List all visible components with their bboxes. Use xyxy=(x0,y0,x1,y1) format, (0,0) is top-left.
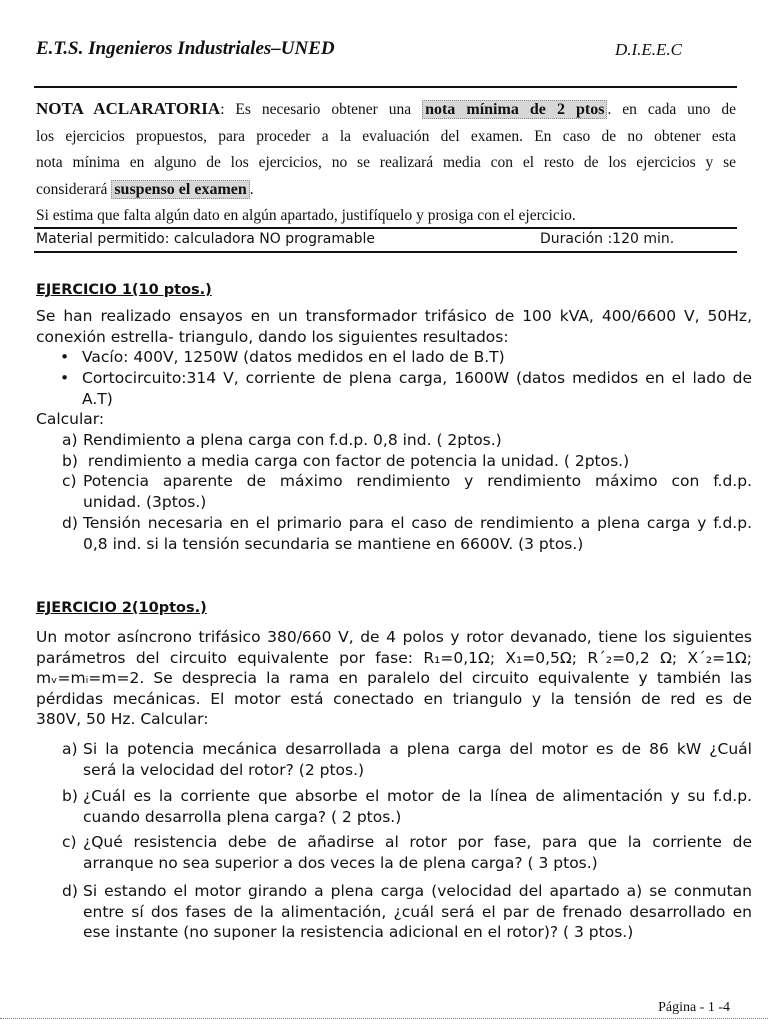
mid-rule xyxy=(34,227,737,229)
nota-label: NOTA ACLARATORIA xyxy=(36,99,221,118)
ejercicio-1-intro: Se han realizado ensayos en un transformador trifásico de 100 kVA, 400/6600 V, 50Hz, conexión estrella- triangulo, dando los siguientes resultados: xyxy=(36,307,752,346)
nota-line-2: los ejercicios propuestos, para proceder a la evaluación del examen. En caso de no obtener esta xyxy=(36,127,736,145)
nota-line-4: considerará suspenso el examen . xyxy=(36,180,254,198)
material-row xyxy=(36,231,736,247)
nota-line-3: nota mínima en alguno de los ejercicios, no se realizará media con el resto de los ejercicios y se xyxy=(36,154,736,171)
footer-dotted-line xyxy=(0,1018,768,1019)
nota-line-1: NOTA ACLARATORIA: Es necesario obtener una nota mínima de 2 ptos . en cada uno de xyxy=(36,99,737,118)
ejercicio-1-title: EJERCICIO 1(10 ptos.) xyxy=(36,282,212,298)
bottom-rule xyxy=(34,251,737,253)
page-header xyxy=(36,38,682,64)
page-number: Página - 1 -4 xyxy=(658,1000,730,1015)
highlight-suspenso: suspenso el examen xyxy=(111,180,249,199)
duracion: Duración :120 min. xyxy=(540,231,675,247)
highlight-nota-minima: nota mínima de 2 ptos xyxy=(422,100,607,119)
bullet-icon: • xyxy=(60,369,70,387)
bullet-icon: • xyxy=(60,348,70,366)
top-rule xyxy=(34,86,737,88)
department-code: D.I.E.E.C xyxy=(614,40,682,59)
ejercicio-2-title: EJERCICIO 2(10ptos.) xyxy=(36,600,207,616)
ejercicio-2-intro: Un motor asíncrono trifásico 380/660 V, de 4 polos y rotor devanado, tiene los siguientes parámetros del circuito equivalente por fase: R₁=0,1Ω; X₁=0,5Ω; R´₂=0,2 Ω; X´₂=1Ω; mᵥ=mᵢ=m=2. Se desprecia la rama en paralelo del circuito equivalente y también las pérdidas mecánicas. El motor está conectado en triangulo y la tensión de red es de 380V, 50 Hz. Calcular: xyxy=(36,628,752,728)
institution-name: E.T.S. Ingenieros Industriales–UNED xyxy=(36,38,335,59)
material-permitido: Material permitido: calculadora NO programable xyxy=(36,231,375,247)
calcular-label: Calcular: xyxy=(36,410,105,428)
nota-line-5: Si estima que falta algún dato en algún apartado, justifíquelo y prosiga con el ejercicio. xyxy=(36,207,576,224)
nota-aclaratoria xyxy=(36,96,736,230)
